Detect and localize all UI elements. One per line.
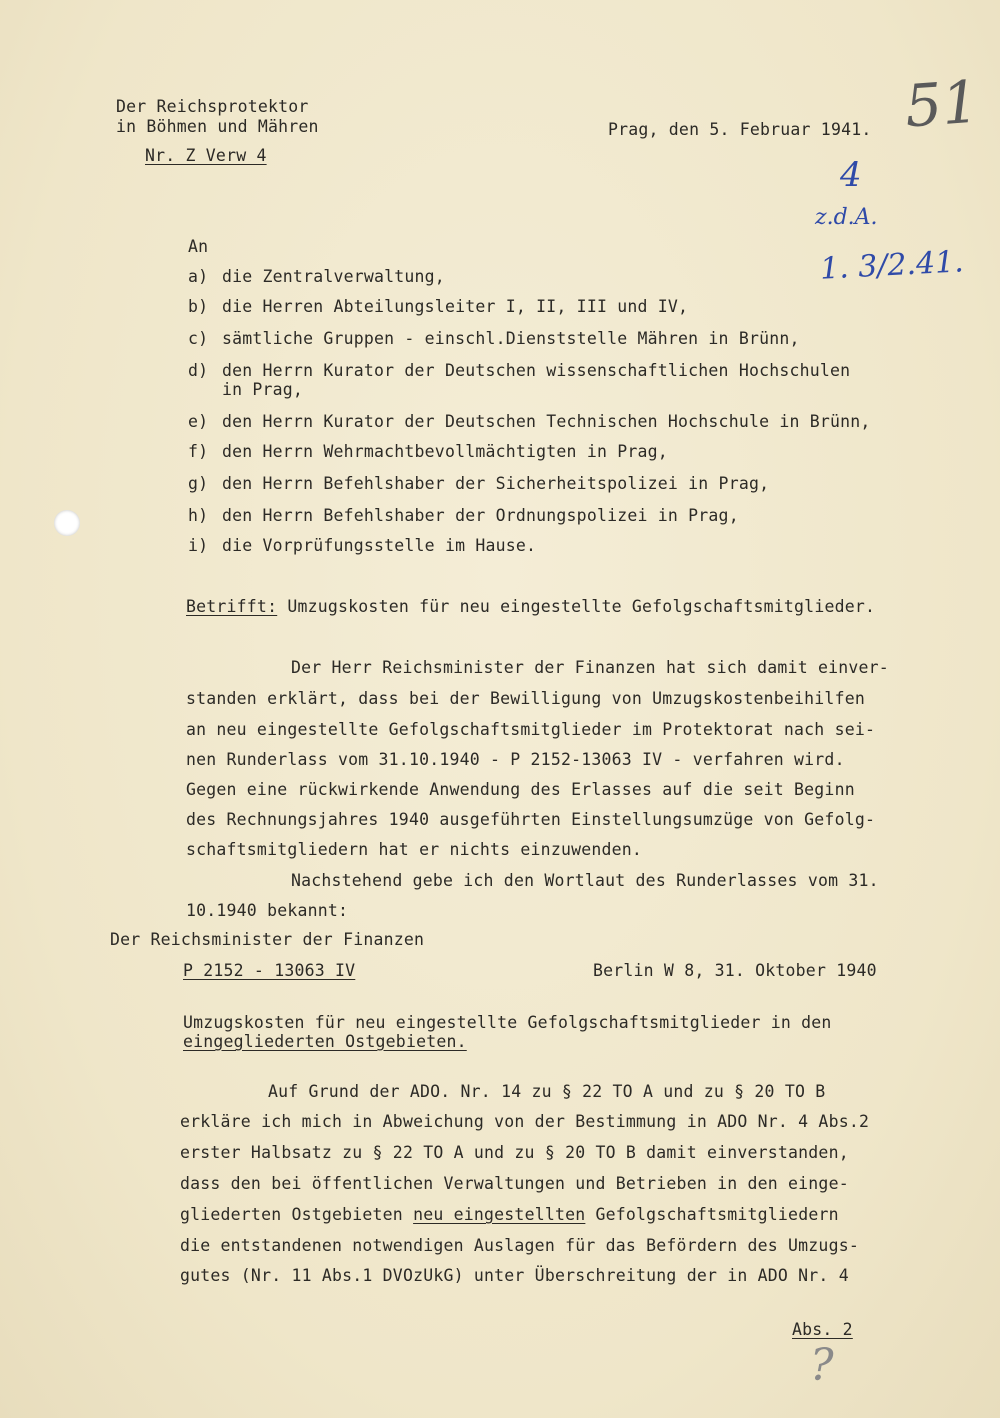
ink-initials: z.d.A. [815,205,878,230]
decree-text: gliederten Ostgebieten [180,1205,403,1224]
subject-label: Betrifft: [186,597,278,616]
decree-emphasis: neu eingestellten [413,1205,586,1224]
addressee-d-continued: in Prag, [222,380,304,399]
decree-line: gutes (Nr. 11 Abs.1 DVOzUkG) unter Überschreitung der in ADO Nr. 4 [180,1266,849,1285]
addressee-e [188,412,871,432]
addressee-text: die Zentralverwaltung, [222,267,445,286]
body-line: schaftsmitgliedern hat er nichts einzuwenden. [186,840,643,859]
addressee-letter: d) [188,361,209,380]
addressee-text: die Herren Abteilungsleiter I, II, III und IV, [222,297,689,316]
decree-line [180,1205,839,1225]
decree-line: erkläre ich mich in Abweichung von der Bestimmung in ADO Nr. 4 Abs.2 [180,1112,870,1131]
addressee-d [188,361,850,381]
addressee-letter: e) [188,412,209,431]
decree-place-date: Berlin W 8, 31. Oktober 1940 [593,961,877,980]
decree-line: dass den bei öffentlichen Verwaltungen und Betrieben in den einge- [180,1174,849,1193]
addressee-i [188,536,536,556]
folio-number: 51 [902,67,982,141]
addressee-letter: c) [188,329,209,348]
punch-hole [54,510,80,536]
body-line: standen erklärt, dass bei der Bewilligung von Umzugskostenbeihilfen [186,689,865,708]
ink-date: 1. 3/2.41. [819,244,965,287]
addressee-letter: h) [188,506,209,525]
addressee-text: die Vorprüfungsstelle im Hause. [222,536,537,555]
addressee-h [188,506,739,526]
decree-line: erster Halbsatz zu § 22 TO A und zu § 20 TO B damit einverstanden, [180,1143,849,1162]
addressee-letter: a) [188,267,209,286]
body-line: 10.1940 bekannt: [186,901,349,920]
subject-text: Umzugskosten für neu eingestellte Gefolgschaftsmitglieder. [287,597,876,616]
decree-line: Auf Grund der ADO. Nr. 14 zu § 22 TO A und zu § 20 TO B [268,1082,826,1101]
decree-line: die entstandenen notwendigen Auslagen für das Befördern des Umzugs- [180,1236,859,1255]
addressee-letter: f) [188,442,209,461]
addressee-text: den Herrn Wehrmachtbevollmächtigten in Prag, [222,442,668,461]
body-line: Gegen eine rückwirkende Anwendung des Erlasses auf die seit Beginn [186,780,855,799]
addressee-a [188,267,445,287]
decree-text: Gefolgschaftsmitgliedern [595,1205,839,1224]
body-line: Nachstehend gebe ich den Wortlaut des Runderlasses vom 31. [291,871,879,890]
addressee-text: sämtliche Gruppen - einschl.Dienststelle Mähren in Brünn, [222,329,800,348]
ink-mark: 4 [840,155,862,195]
addressee-text: den Herrn Befehlshaber der Sicherheitspolizei in Prag, [222,474,770,493]
addressee-c [188,329,800,349]
sender-line-1: Der Reichsprotektor [116,97,309,116]
addressee-text: den Herrn Kurator der Deutschen Technischen Hochschule in Brünn, [222,412,871,431]
decree-subject-line-1: Umzugskosten für neu eingestellte Gefolgschaftsmitglieder in den [183,1013,832,1032]
continuation-marker: Abs. 2 [792,1320,853,1339]
addressee-f [188,442,668,462]
addressee-letter: b) [188,297,209,316]
body-line: Der Herr Reichsminister der Finanzen hat sich damit einver- [291,658,889,677]
addressee-text: den Herrn Kurator der Deutschen wissenschaftlichen Hochschulen [222,361,851,380]
sender-line-2: in Böhmen und Mähren [116,117,319,136]
addressee-letter: i) [188,536,209,555]
letter-place-date: Prag, den 5. Februar 1941. [608,120,872,139]
letter-reference: Nr. Z Verw 4 [145,146,267,165]
body-line: nen Runderlass vom 31.10.1940 - P 2152-13063 IV - verfahren wird. [186,750,845,769]
addressee-g [188,474,769,494]
decree-reference: P 2152 - 13063 IV [183,961,356,980]
addressee-letter: g) [188,474,209,493]
decree-subject-line-2: eingegliederten Ostgebieten. [183,1032,467,1051]
body-line: an neu eingestellte Gefolgschaftsmitglieder im Protektorat nach sei- [186,720,876,739]
decree-issuer: Der Reichsminister der Finanzen [110,930,425,949]
pencil-mark: ? [810,1340,834,1391]
body-line: des Rechnungsjahres 1940 ausgeführten Einstellungsumzüge von Gefolg- [186,810,876,829]
addressee-text: den Herrn Befehlshaber der Ordnungspolizei in Prag, [222,506,739,525]
addressee-intro: An [188,237,209,256]
addressee-b [188,297,688,317]
subject-line [186,597,875,617]
